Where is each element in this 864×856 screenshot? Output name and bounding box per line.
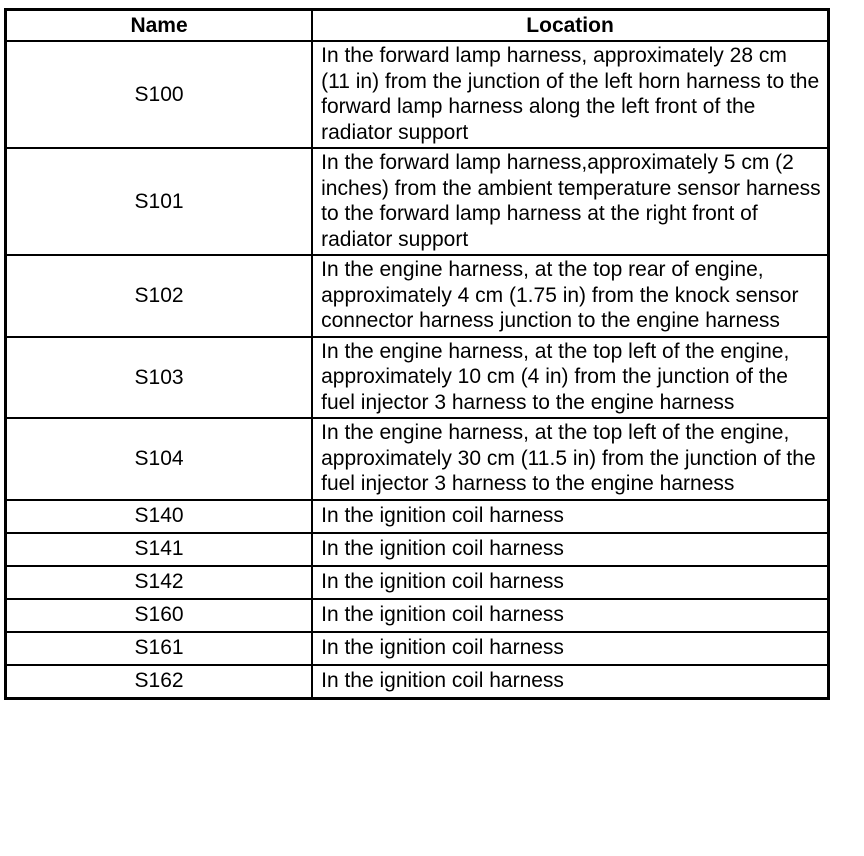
splice-name-cell: S102 (6, 255, 313, 337)
splice-location-cell: In the forward lamp harness,approximately 5 cm (2 inches) from the ambient temperature sensor harness to the forward lamp harness at the right front of radiator support (312, 148, 828, 255)
splice-name-cell: S161 (6, 632, 313, 665)
header-row (6, 10, 829, 42)
table-row (6, 41, 829, 148)
splice-name-cell: S162 (6, 665, 313, 699)
table-row (6, 418, 829, 500)
splice-location-cell: In the engine harness, at the top rear of engine, approximately 4 cm (1.75 in) from the knock sensor connector harness junction to the engine harness (312, 255, 828, 337)
splice-name-cell: S140 (6, 500, 313, 533)
table-row (6, 337, 829, 419)
splice-name-cell: S141 (6, 533, 313, 566)
table-row (6, 533, 829, 566)
column-header-name: Name (6, 10, 313, 42)
splice-name-cell: S104 (6, 418, 313, 500)
splice-location-cell: In the ignition coil harness (312, 665, 828, 699)
table-row (6, 255, 829, 337)
table-row (6, 599, 829, 632)
splice-name-cell: S100 (6, 41, 313, 148)
splice-name-cell: S160 (6, 599, 313, 632)
splice-location-cell: In the forward lamp harness, approximately 28 cm (11 in) from the junction of the left horn harness to the forward lamp harness along the left front of the radiator support (312, 41, 828, 148)
table-row (6, 632, 829, 665)
splice-location-cell: In the engine harness, at the top left of the engine, approximately 10 cm (4 in) from the junction of the fuel injector 3 harness to the engine harness (312, 337, 828, 419)
splice-location-cell: In the ignition coil harness (312, 599, 828, 632)
splice-location-cell: In the ignition coil harness (312, 533, 828, 566)
splice-name-cell: S101 (6, 148, 313, 255)
splice-location-table (4, 8, 830, 700)
table-row (6, 665, 829, 699)
splice-name-cell: S142 (6, 566, 313, 599)
splice-location-cell: In the ignition coil harness (312, 632, 828, 665)
table-row (6, 148, 829, 255)
splice-name-cell: S103 (6, 337, 313, 419)
splice-location-cell: In the engine harness, at the top left of the engine, approximately 30 cm (11.5 in) from the junction of the fuel injector 3 harness to the engine harness (312, 418, 828, 500)
table-row (6, 566, 829, 599)
column-header-location: Location (312, 10, 828, 42)
table-row (6, 500, 829, 533)
splice-location-cell: In the ignition coil harness (312, 566, 828, 599)
splice-location-cell: In the ignition coil harness (312, 500, 828, 533)
